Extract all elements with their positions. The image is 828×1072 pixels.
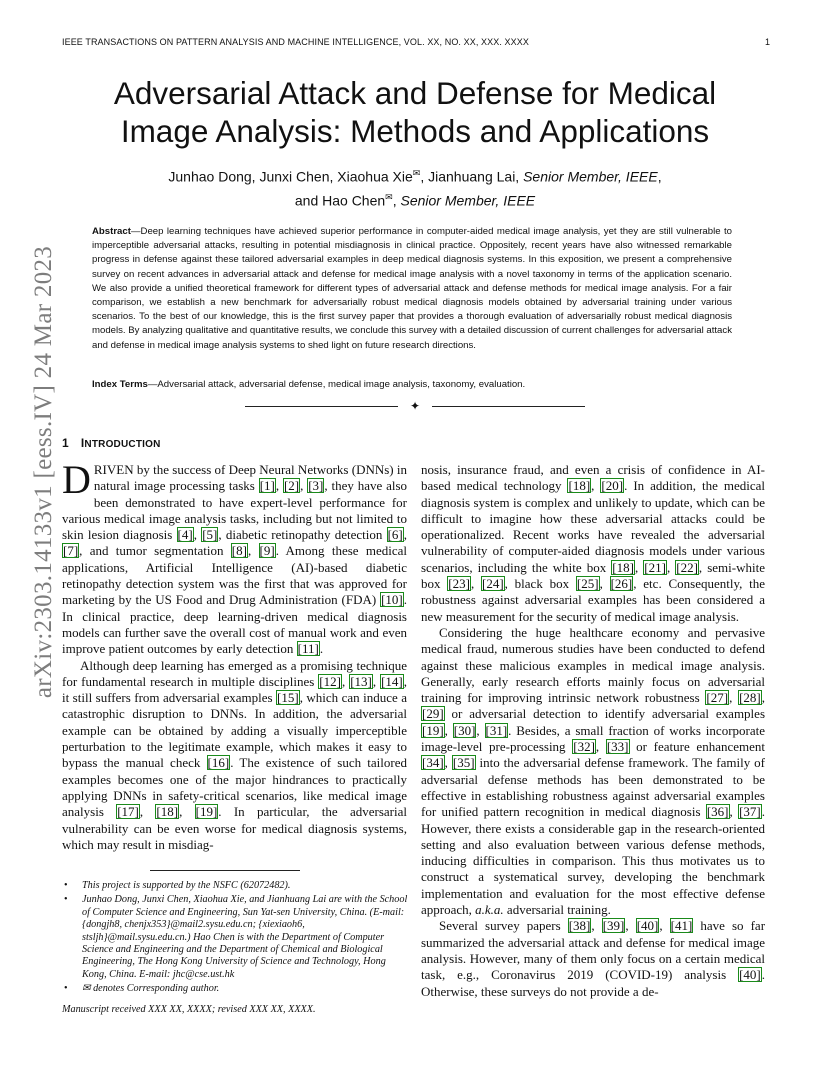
text: Considering the huge healthcare economy and pervasive medical fraud, numerous studies have been conducted to defend against these malicious examples in medical image analysis. Generally, early research efforts mainly focus on adversarial training for improving intrinsic network robustness — [421, 624, 765, 706]
page-number: 1 — [764, 37, 770, 47]
text: . However, there exists a considerable gap in the research-oriented setting and also evaluation between various defense methods, inducing difficulties in comparison. This thus motivates us to construct a systematical survey, developing the benchmark implementation and evaluation for the most effective defense approach, — [421, 804, 765, 918]
citation-link[interactable]: [29] — [422, 706, 444, 722]
citation-link[interactable]: [18] — [568, 478, 591, 494]
citation-link[interactable]: [22] — [676, 559, 698, 575]
citation-link[interactable]: [41] — [670, 918, 693, 934]
citation-link[interactable]: [7] — [63, 543, 79, 559]
footnote-corresponding: • ✉ denotes Corresponding author. — [62, 983, 408, 995]
citation-link[interactable]: [20] — [601, 478, 624, 494]
citation-link[interactable]: [28] — [739, 690, 761, 706]
citation-link[interactable]: [23] — [448, 576, 470, 592]
citation-link[interactable]: [24] — [481, 576, 504, 592]
text: have so far summarized the adversarial attack and defense for medical image analysis. However, many of them only focus on a certain medical task, e.g., Coronavirus 2019 (COVID-19) analysis — [421, 918, 766, 983]
text: , diabetic retinopathy detection — [218, 527, 387, 543]
corresponding-mark-icon: ✉ — [385, 191, 393, 202]
text: . — [319, 641, 324, 657]
abstract-text: —Deep learning techniques have achieved superior performance in computer-aided medical image analysis, yet they are still vulnerable to imperceptible adversarial attacks, resulting in potential misdiagnosis in clinical practice. Oppositely, recent years have also witnessed remarkable progress in defense against these tailored adversarial examples in deep medical diagnosis systems. In this exposition, we present a comprehensive survey on recent advances in adversarial attack and defense for medical image analysis with a novel taxonomy in terms of the application scenario. We also provide a unified theoretical framework for different types of adversarial attack and defense methods for medical image analysis. For a fair comparison, we establish a new benchmark for adversarially robust medical diagnosis models obtained by adversarial training under various scenarios. To the best of our knowledge, this is the first survey paper that provides a thorough evaluation of adversarially robust medical diagnosis models. By analyzing qualitative and quantitative results, we conclude this survey with a detailed discussion of current challenges for adversarial attack and defense in medical image analysis systems to shed light on future research directions. — [92, 226, 732, 351]
paragraph: DRIVEN by the success of Deep Neural Networks (DNNs) in natural image processing tasks [1], [2], [3], they have also been demonstrated to have expert-level performance for various medical image analysis tasks, including but not limited to skin lesion diagnosis [4], [5], diabetic retinopathy detection [6], [7], and tumor segmentation [8], [9]. Among these medical applications, Artificial Intelligence (AI)-based diabetic retinopathy detection system was the first that was approved for marketing by the US Food and Drug Administration (FDA) [10]. In clinical practice, deep learning-driven medical diagnosis models can further save the overall cost of manual work and even improve patient outcomes by early detection [11]. — [62, 457, 408, 657]
citation-link[interactable]: [36] — [706, 804, 729, 820]
citation-link[interactable]: [11] — [297, 641, 319, 657]
citation-link[interactable]: [15] — [277, 690, 299, 706]
citation-link[interactable]: [39] — [602, 918, 625, 934]
text: or adversarial detection to identify adversarial examples — [444, 706, 765, 722]
drop-cap: D — [62, 457, 91, 502]
citation-link[interactable]: [13] — [350, 673, 372, 689]
paragraph: nosis, insurance fraud, and even a crisis of confidence in AI-based medical technology [18], [20]. In addition, the medical diagnosis system is complex and unlikely to update, which can be difficult to imagine how these adversarial attacks could be operationalized. Recent works have revealed the adversarial vulnerability of computer-aided diagnosis models under various scenarios, including the white box [18], [21], [22], semi-white box [23], [24], black box [25], [26], etc. Consequently, the robustness against adversarial examples has been considered a new measurement for the security of medical image analysis. — [421, 462, 766, 624]
citation-link[interactable]: [14] — [381, 673, 403, 689]
text: , it still suffers from adversarial examples — [62, 673, 407, 706]
citation-link[interactable]: [1] — [259, 478, 275, 494]
text: by the success of Deep Neural Networks (DNNs) in natural image processing tasks — [93, 462, 407, 494]
citation-link[interactable]: [37] — [739, 804, 761, 820]
author-role: Senior Member, IEEE — [523, 168, 658, 185]
author-role-2: Senior Member, IEEE — [400, 192, 536, 209]
footnote-list — [62, 880, 408, 996]
citation-link[interactable]: [27] — [706, 690, 729, 706]
abstract — [92, 225, 732, 353]
author-names-2: , Jianhuang Lai, — [420, 168, 524, 185]
text: nosis, insurance fraud, and even a crisis of confidence in AI-based medical technology — [421, 462, 765, 494]
citation-link[interactable]: [2] — [283, 478, 300, 494]
diamond-icon: ✦ — [410, 399, 421, 413]
italic-term: a.k.a. — [475, 902, 504, 918]
text: . The existence of such tailored examples becomes one of the major hindrances to practically applying DNNs in safety-critical scenarios, like medical image analysis — [62, 755, 408, 820]
author-names-3: and Hao Chen — [294, 192, 386, 209]
small-caps-lead: RIVEN — [93, 462, 134, 477]
text: Several survey papers — [439, 918, 568, 934]
footnote-rule — [150, 870, 300, 871]
citation-link[interactable]: [18] — [156, 804, 179, 820]
paragraph: Several survey papers [38], [39], [40], [41] have so far summarized the adversarial attack and defense for medical image analysis. However, many of them only focus on a certain medical task, e.g., Coronavirus 2019 (COVID-19) analysis [40]. Otherwise, these surveys do not provide a de- — [421, 918, 766, 999]
citation-link[interactable]: [26] — [610, 576, 633, 592]
text: , black box — [504, 576, 576, 592]
section-divider — [245, 400, 585, 412]
citation-link[interactable]: [17] — [117, 804, 139, 820]
citation-link[interactable]: [40] — [739, 967, 761, 983]
citation-link[interactable]: [19] — [422, 722, 444, 738]
abstract-label: Abstract — [92, 226, 131, 237]
index-terms-label: Index Terms — [92, 379, 148, 390]
citation-link[interactable]: [21] — [644, 559, 666, 575]
index-terms — [92, 378, 732, 392]
citation-link[interactable]: [40] — [636, 918, 659, 934]
citation-link[interactable]: [4] — [177, 527, 193, 543]
section-title-rest: NTRODUCTION — [84, 439, 161, 450]
text: or feature enhancement — [629, 739, 765, 755]
citation-link[interactable]: [12] — [319, 673, 341, 689]
citation-link[interactable]: [3] — [308, 478, 324, 494]
text: , semi-white box — [421, 559, 765, 592]
paragraph: Considering the huge healthcare economy and pervasive medical fraud, numerous studies have been conducted to defend against these malicious examples in medical image analysis. Generally, early research efforts mainly focus on adversarial training for improving intrinsic network robustness [27], [28], [29] or adversarial detection to identify adversarial examples [19], [30], [31]. Besides, a small fraction of works incorporate image-level pre-processing [32], [33] or feature enhancement [34], [35] into the adversarial defense framework. The family of adversarial defense methods has been demonstrated to be effective in establishing robustness against adversarial examples for unified pattern recognition in medical diagnosis [36], [37]. However, there exists a considerable gap in the research-oriented setting and also evaluation between various defense methods, inducing difficulties in comparison. This thus motivates us to construct a systematical survey, developing the benchmark implementation and evaluation for the most effective defense approach, a.k.a. adversarial training. — [421, 624, 766, 918]
citation-link[interactable]: [9] — [259, 543, 275, 559]
title-line-1: Adversarial Attack and Defense for Medical — [113, 75, 717, 111]
section-heading — [62, 436, 161, 450]
right-column — [421, 462, 765, 1000]
text: adversarial training. — [503, 902, 611, 918]
citation-link[interactable]: [35] — [452, 755, 475, 771]
citation-link[interactable]: [16] — [207, 755, 230, 771]
section-title-first: I — [80, 436, 85, 450]
title-line-2: Image Analysis: Methods and Applications — [120, 113, 710, 149]
author-sep-2: , — [392, 192, 401, 209]
paragraph: Although deep learning has emerged as a promising technique for fundamental research in multiple disciplines [12], [13], [14], it still suffers from adversarial examples [15], which can induce a catastrophic disruption to DNNs. In addition, the adversarial example can be obtained by adding a visually imperceptible perturbation to the legitimate example, which makes it easy to bypass the manual check [16]. The existence of such tailored examples becomes one of the major hindrances to practically applying DNNs in safety-critical scenarios, like medical image analysis [17], [18], [19]. In particular, the adversarial vulnerability can be even worse for medical diagnosis systems, which may result in misdiag- — [62, 657, 408, 852]
citation-link[interactable]: [30] — [453, 722, 476, 738]
text: . Besides, a small fraction of works incorporate image-level pre-processing — [421, 722, 766, 755]
citation-link[interactable]: [18] — [612, 559, 634, 575]
author-list — [60, 163, 770, 210]
manuscript-dates: Manuscript received XXX XX, XXXX; revised XXX XX, XXXX. — [62, 1003, 316, 1015]
text: . In particular, the adversarial vulnerability can be even worse for medical diagnosis systems, which may result in misdiag- — [62, 804, 407, 852]
footnote-affiliations: • Junhao Dong, Junxi Chen, Xiaohua Xie, and Jianhuang Lai are with the School of Computer Science and Engineering, Sun Yat-sen University, China. (E-mail: {dongjh8, chenjx353}@mail2.sysu.edu.cn; {xiexiaoh6, stsljh}@mail.sysu.edu.cn.) Hao Chen is with the Department of Computer Science and Engineering and the Department of Chemical and Biological Engineering, The Hong Kong University of Science and Technology, Hong Kong, China. E-mail: jhc@cse.ust.hk — [62, 894, 408, 981]
text: Although deep learning has emerged as a promising technique for fundamental research in multiple disciplines — [62, 657, 407, 689]
arxiv-id: arXiv:2303.14133v1 [eess.IV] 24 Mar 2023 — [30, 245, 57, 699]
citation-link[interactable]: [10] — [381, 592, 403, 608]
section-number: 1 — [62, 436, 69, 450]
citation-link[interactable]: [19] — [195, 804, 218, 820]
citation-link[interactable]: [5] — [202, 527, 218, 543]
text: . In addition, the medical diagnosis system is complex and unlikely to update, which can be difficult to imagine how these adversarial attacks could be operationalized. Recent works have revealed the adversarial vulnerability of computer-aided diagnosis models under various scenarios, including the white box — [421, 478, 766, 575]
citation-link[interactable]: [34] — [422, 755, 444, 771]
author-names-1: Junhao Dong, Junxi Chen, Xiaohua Xie — [168, 168, 413, 185]
author-line-1 — [60, 163, 770, 187]
corresponding-mark-icon: ✉ — [412, 168, 421, 178]
running-header: IEEE TRANSACTIONS ON PATTERN ANALYSIS AND MACHINE INTELLIGENCE, VOL. XX, NO. XX, XXX. XXXX — [62, 37, 529, 47]
text: . Otherwise, these surveys do not provide a de- — [421, 967, 765, 999]
text: , which can induce a catastrophic disruption to DNNs. In addition, the adversarial example can be obtained by adding a visually imperceptible perturbation to the legitimate example, which makes it easy to bypass the manual check — [62, 690, 408, 771]
citation-link[interactable]: [6] — [387, 527, 403, 543]
citation-link[interactable]: [32] — [573, 739, 595, 755]
paper-title — [60, 74, 770, 150]
text: . In clinical practice, deep learning-driven medical diagnosis models can further save the overall cost of manual work and even improve patient outcomes by early detection — [62, 592, 407, 657]
citation-link[interactable]: [33] — [606, 739, 629, 755]
divider-line-right — [432, 406, 585, 407]
text: , etc. Consequently, the robustness against adversarial examples has been considered a new measurement for the security of medical image analysis. — [421, 576, 766, 624]
author-line-2 — [60, 187, 770, 211]
citation-link[interactable]: [25] — [576, 576, 599, 592]
citation-link[interactable]: [38] — [568, 918, 591, 934]
left-column — [62, 457, 408, 853]
text: into the adversarial defense framework. The family of adversarial defense methods has been demonstrated to be effective in establishing robustness against adversarial examples for unified pattern recognition in medical diagnosis — [421, 755, 765, 820]
text: . Among these medical applications, Artificial Intelligence (AI)-based diabetic retinopathy detection system was the first that was approved for marketing by the US Food and Drug Administration (FDA) — [62, 543, 408, 608]
divider-line-left — [245, 406, 398, 407]
author-sep: , — [657, 168, 662, 185]
footnotes — [62, 880, 408, 1016]
citation-link[interactable]: [8] — [231, 543, 247, 559]
text: , they have also been demonstrated to have expert-level performance for various medical image analysis tasks, including but not limited to skin lesion diagnosis — [62, 478, 408, 543]
text: , and tumor segmentation — [79, 543, 231, 559]
index-terms-text: —Adversarial attack, adversarial defense, medical image analysis, taxonomy, evaluation. — [147, 379, 526, 390]
footnote-funding: • This project is supported by the NSFC (62072482). — [62, 880, 408, 892]
citation-link[interactable]: [31] — [485, 722, 508, 738]
